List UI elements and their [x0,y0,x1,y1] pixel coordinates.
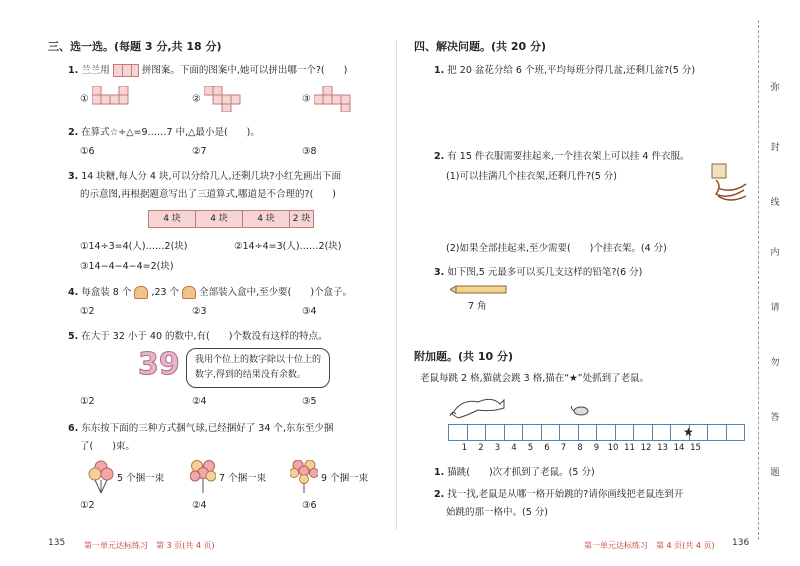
clothes-hanger-icon [708,160,748,210]
right-q2-sub2: (2)如果全部挂起来,至少需要( )个挂衣架。(4 分) [446,243,667,254]
left-q6-line2: 了( )束。 [80,441,135,452]
question-number: 2. [434,489,445,500]
bubble-text: 数字,得到的结果没有余数。 [195,370,306,380]
balloon-group-2 [190,460,266,494]
right-q1 [434,62,695,76]
left-q1-option-3[interactable] [302,86,360,112]
question-number: 3. [434,267,445,278]
grid-number: 6 [544,443,550,453]
binding-char: 答 [770,413,780,423]
balloon-label: 5 个捆一束 [117,473,165,484]
right-q3 [434,264,642,278]
pattern-a-icon [92,86,138,112]
left-q4-option-3[interactable]: ③4 [302,306,317,317]
binding-char: 勿 [770,358,780,368]
question-number: 1. [68,65,79,76]
left-q3-option-2[interactable]: ②14÷4=3(人)……2(块) [234,241,342,252]
question-text: 东东按下面的三种方式捆气球,已经捆好了 34 个,东东至少捆 [81,423,334,434]
footer-left: 第一单元达标练习 第 3 页(共 4 页) [84,541,215,550]
grid-cell[interactable] [652,424,672,441]
left-q4-option-1[interactable]: ①2 [80,306,95,317]
left-q1 [68,62,347,77]
speech-bubble [186,348,330,388]
question-text: 如下图,5 元最多可以买几支这样的铅笔?(6 分) [447,267,643,278]
question-text: 14 块糖,每人分 4 块,可以分给几人,还剩几块?小红先画出下面 [81,171,342,182]
left-q5-option-3[interactable]: ③5 [302,396,317,407]
left-q3-line2: 的示意图,再根据题意写出了三道算式,哪道是不合理的?( ) [80,189,336,200]
bonus-q1 [434,464,595,478]
grid-number: 10 [607,443,619,453]
grid-number: 9 [593,443,600,453]
grid-cell[interactable] [726,424,746,441]
question-text: ,23 个 [151,287,180,298]
grid-cell[interactable] [559,424,579,441]
balloon-bunch-icon [88,460,114,494]
question-text: 在大于 32 小于 40 的数中,有( )个数没有这样的特点。 [81,331,328,342]
grid-number: 12 [640,443,652,453]
question-text: 猫跳( )次才抓到了老鼠。(5 分) [447,467,595,478]
bar-segment: 2 块 [292,214,311,224]
grid-cell[interactable] [578,424,598,441]
pattern-c-icon [314,86,360,112]
cat-icon [448,392,508,420]
left-q6-option-3[interactable]: ③6 [302,500,317,511]
left-q3 [68,168,341,182]
left-q6-option-1[interactable]: ①2 [80,500,95,511]
question-number: 1. [434,65,445,76]
binding-char: 弥 [770,83,780,93]
left-q2-option-3[interactable]: ③8 [302,146,317,157]
section-3-title: 三、选一选。(每题 3 分,共 18 分) [48,40,222,53]
bonus-intro: 老鼠每跳 2 格,猫就会跳 3 格,猫在“★”处抓到了老鼠。 [420,373,650,384]
left-q2-option-1[interactable]: ①6 [80,146,95,157]
question-number: 5. [68,331,79,342]
grid-number: 7 [560,443,567,453]
question-text: 全部装入盒中,至少要( )个盒子。 [199,287,353,298]
bar-segment: 4 块 [243,211,290,227]
grid-cell[interactable] [633,424,653,441]
left-q3-option-1[interactable]: ①14÷3=4(人)……2(块) [80,241,188,252]
grid-cell[interactable] [522,424,542,441]
option-label: ③ [302,93,311,105]
pencil-icon [450,284,510,296]
grid-cell[interactable] [707,424,727,441]
cupcake-icon [134,286,148,299]
question-text: 在算式☆÷△=9……7 中,△最小是( )。 [81,127,260,138]
balloon-label: 7 个捆一束 [219,473,267,484]
question-text: 找一找,老鼠是从哪一格开始跳的?请你画线把老鼠连到开 [447,489,684,500]
grid-number: 13 [657,443,668,453]
left-q4-option-2[interactable]: ②3 [192,306,207,317]
left-q2-option-2[interactable]: ②7 [192,146,207,157]
binding-line [758,20,759,540]
question-text: 把 20 盆花分给 6 个班,平均每班分得几盆,还剩几盆?(5 分) [447,65,696,76]
grid-cell[interactable] [504,424,524,441]
page-number-right: 136 [732,538,750,548]
grid-cell[interactable] [541,424,561,441]
grid-number: 14 [673,443,685,453]
grid-cell[interactable] [448,424,468,441]
pencil-price: 7 角 [468,301,487,312]
grid-number: 11 [624,443,635,453]
grid-number: 5 [527,443,534,453]
bonus-q2-line2: 始跳的那一格中。(5 分) [446,507,548,518]
grid-cell[interactable] [485,424,505,441]
grid-number: 2 [478,443,484,453]
question-text: 每盒装 8 个 [81,287,132,298]
pattern-b-icon [204,86,250,112]
balloon-bunch-icon [190,460,216,494]
left-q5-option-1[interactable]: ①2 [80,396,95,407]
star-icon: ★ [683,425,694,439]
jump-grid [448,424,744,441]
binding-char: 请 [770,303,780,313]
left-q6 [68,420,333,434]
bonus-q2 [434,486,683,500]
grid-cell[interactable] [615,424,635,441]
bar-segment: 4 块 [149,211,196,227]
grid-cell[interactable] [467,424,487,441]
question-number: 2. [434,151,445,162]
grid-number: 1 [461,443,468,453]
cupcake-icon [182,286,196,299]
question-number: 3. [68,171,79,182]
section-4-title: 四、解决问题。(共 20 分) [414,40,547,53]
left-q5-option-2[interactable]: ②4 [192,396,207,407]
balloon-bunch-icon [290,460,318,494]
grid-number: 4 [511,443,517,453]
binding-char: 题 [770,468,780,478]
left-q1-option-2[interactable] [192,86,250,112]
mouse-icon [570,404,592,416]
option-label: ② [192,93,201,105]
binding-char: 线 [770,198,780,208]
question-text: 有 15 件衣服需要挂起来,一个挂衣架上可以挂 4 件衣服。 [447,151,690,162]
grid-number: 8 [577,443,583,453]
question-number: 4. [68,287,79,298]
page-number-left: 135 [48,538,66,548]
candy-bar-diagram [148,210,314,228]
page-divider [396,40,397,530]
right-q2-sub1: (1)可以挂满几个挂衣架,还剩几件?(5 分) [446,171,617,182]
left-q5 [68,328,327,342]
right-q2 [434,148,690,162]
bonus-title: 附加题。(共 10 分) [414,350,514,363]
tile-piece-icon [113,64,139,77]
balloon-group-3 [290,460,368,494]
grid-number: 3 [494,443,501,453]
balloon-group-1 [88,460,164,494]
number-39-character: 39 [138,347,180,382]
question-number: 2. [68,127,79,138]
left-q6-option-2[interactable]: ②4 [192,500,207,511]
left-q1-option-1[interactable] [80,86,138,112]
left-q3-option-3[interactable]: ③14−4−4−4=2(块) [80,261,174,272]
left-q2 [68,124,260,138]
bar-segment: 4 块 [196,211,243,227]
question-text: 兰兰用 [81,65,110,76]
left-q4 [68,284,352,299]
grid-number: 15 [690,443,701,453]
bubble-text: 我用个位上的数字除以十位上的 [195,355,322,365]
grid-numbers [448,443,728,455]
question-number: 6. [68,423,79,434]
binding-char: 封 [770,143,780,153]
footer-right: 第一单元达标练习 第 4 页(共 4 页) [584,541,715,550]
balloon-label: 9 个捆一束 [321,473,369,484]
question-number: 1. [434,467,445,478]
binding-char: 内 [770,248,780,258]
grid-cell[interactable] [596,424,616,441]
question-text: 拼图案。下面的图案中,她可以拼出哪一个?( ) [141,65,348,76]
option-label: ① [80,93,89,105]
